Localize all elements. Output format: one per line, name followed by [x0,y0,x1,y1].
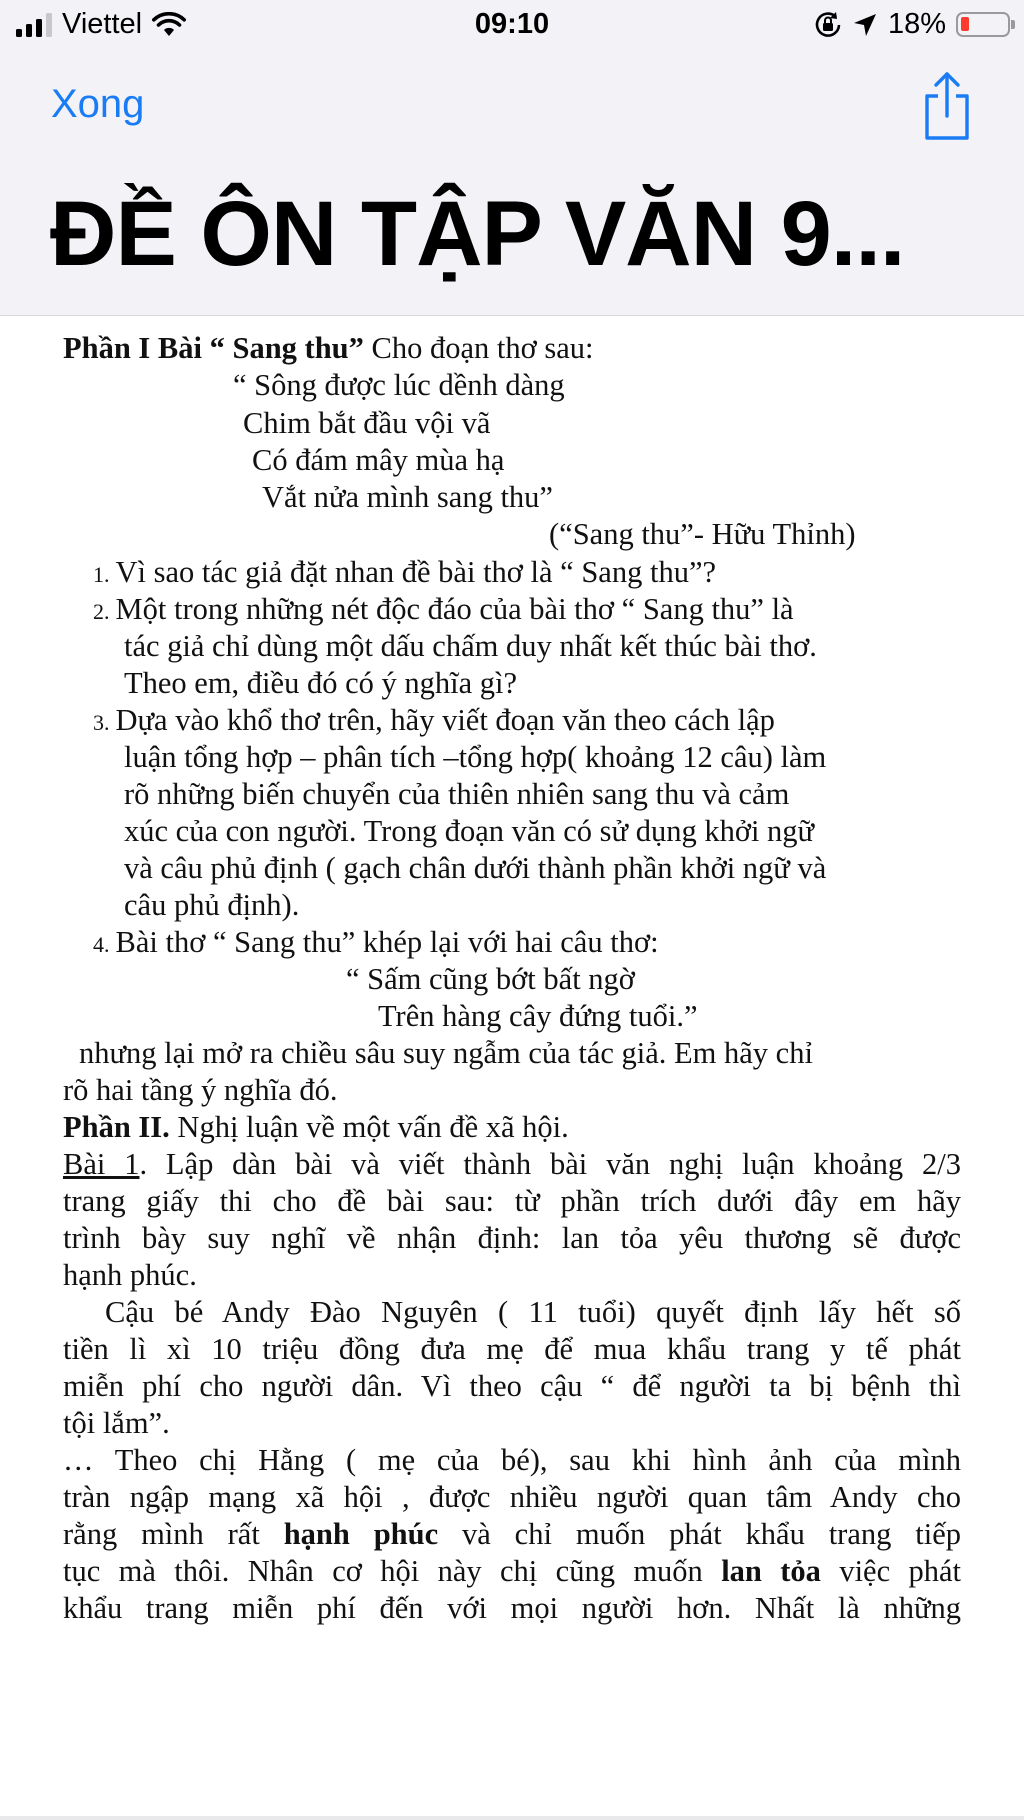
poem-line: Có đám mây mùa hạ [252,443,505,477]
paragraph-line: tội lắm”. [63,1406,170,1440]
paragraph-line: Cậu bé Andy Đào Nguyên ( 11 tuổi) quyết định lấy hết số [105,1295,961,1329]
document-title: ĐỀ ÔN TẬP VĂN 9... [50,183,905,285]
paragraph-line: trang giấy thi cho đề bài sau: từ phần trích dưới đây em hãy [63,1184,961,1218]
bai1-label: Bài 1 [63,1147,140,1181]
question-text: Vì sao tác giả đặt nhan đề bài thơ là “ Sang thu”? [115,555,717,589]
question-text: Một trong những nét độc đáo của bài thơ “ Sang thu” là [115,592,794,626]
part2-heading: Phần II. [63,1110,170,1144]
battery-level-fill [961,17,969,31]
orientation-lock-icon [814,11,842,39]
paragraph-text: tục mà thôi. Nhân cơ hội này chị cũng muốn [63,1554,722,1588]
done-button[interactable]: Xong [51,82,145,126]
bold-term: lan tỏa [721,1554,821,1588]
question-number: 3. [93,710,110,735]
question-number: 2. [93,599,110,624]
bold-term: hạnh phúc [283,1517,439,1551]
part2-title: Nghị luận về một vấn đề xã hội. [169,1110,569,1144]
poem-line: Chim bắt đầu vội vã [243,406,491,440]
bottom-edge [0,1816,1024,1820]
paragraph-line: tiền lì xì 10 triệu đồng đưa mẹ để mua khẩu trang y tế phát [63,1332,961,1366]
paragraph-text: và chỉ muốn phát khẩu trang tiếp [438,1517,961,1551]
paragraph-line: … Theo chị Hằng ( mẹ của bé), sau khi hình ảnh của mình [63,1443,961,1477]
paragraph-text: rằng mình rất [63,1517,284,1551]
poem-line: “ Sông được lúc dềnh dàng [233,368,565,402]
navigation-bar [0,52,1024,316]
question-text: rõ hai tầng ý nghĩa đó. [63,1073,338,1107]
question-number: 4. [93,932,110,957]
question-text: câu phủ định). [124,888,300,922]
part1-heading: Phần I Bài “ Sang thu” [63,331,364,365]
poem-line: Vắt nửa mình sang thu” [262,480,553,514]
question-text: Dựa vào khổ thơ trên, hãy viết đoạn văn theo cách lập [115,703,775,737]
question-text: Theo em, điều đó có ý nghĩa gì? [124,666,518,700]
status-bar [0,0,1024,52]
paragraph-line: khẩu trang miễn phí đến với mọi người hơn. Nhất là những [63,1591,961,1625]
paragraph-line: trình bày suy nghĩ về nhận định: lan tỏa yêu thương sẽ được [63,1221,961,1255]
question-text: xúc của con người. Trong đoạn văn có sử dụng khởi ngữ [124,814,815,848]
share-icon[interactable] [918,70,976,142]
status-right [814,8,1010,41]
paragraph-line: miễn phí cho người dân. Vì theo cậu “ để người ta bị bệnh thì [63,1369,961,1403]
question-text: và câu phủ định ( gạch chân dưới thành phần khởi ngữ và [124,851,827,885]
paragraph-text: . Lập dàn bài và viết thành bài văn nghị luận khoảng 2/3 [139,1147,961,1181]
carrier-name: Viettel [62,8,143,40]
battery-icon [956,12,1010,37]
paragraph-line: tràn ngập mạng xã hội , được nhiều người quan tâm Andy cho [63,1480,961,1514]
document-viewer[interactable] [0,317,1024,1820]
poem-line: Trên hàng cây đứng tuổi.” [378,999,698,1033]
question-text: rõ những biến chuyển của thiên nhiên sang thu và cảm [124,777,790,811]
poem-source: (“Sang thu”- Hữu Thỉnh) [549,517,856,551]
poem-line: “ Sấm cũng bớt bất ngờ [346,962,635,996]
question-text: nhưng lại mở ra chiều sâu suy ngẫm của tác giả. Em hãy chỉ [79,1036,813,1070]
part1-intro: Cho đoạn thơ sau: [363,331,594,365]
question-text: luận tổng hợp – phân tích –tổng hợp( khoảng 12 câu) làm [124,740,827,774]
paragraph-line: hạnh phúc. [63,1258,197,1292]
status-time: 09:10 [474,8,550,40]
question-text: tác giả chỉ dùng một dấu chấm duy nhất kết thúc bài thơ. [124,629,817,663]
question-text: Bài thơ “ Sang thu” khép lại với hai câu thơ: [115,925,659,959]
battery-percent: 18% [887,8,946,40]
paragraph-text: việc phát [820,1554,962,1588]
location-arrow-icon [852,12,878,38]
question-number: 1. [93,562,110,587]
